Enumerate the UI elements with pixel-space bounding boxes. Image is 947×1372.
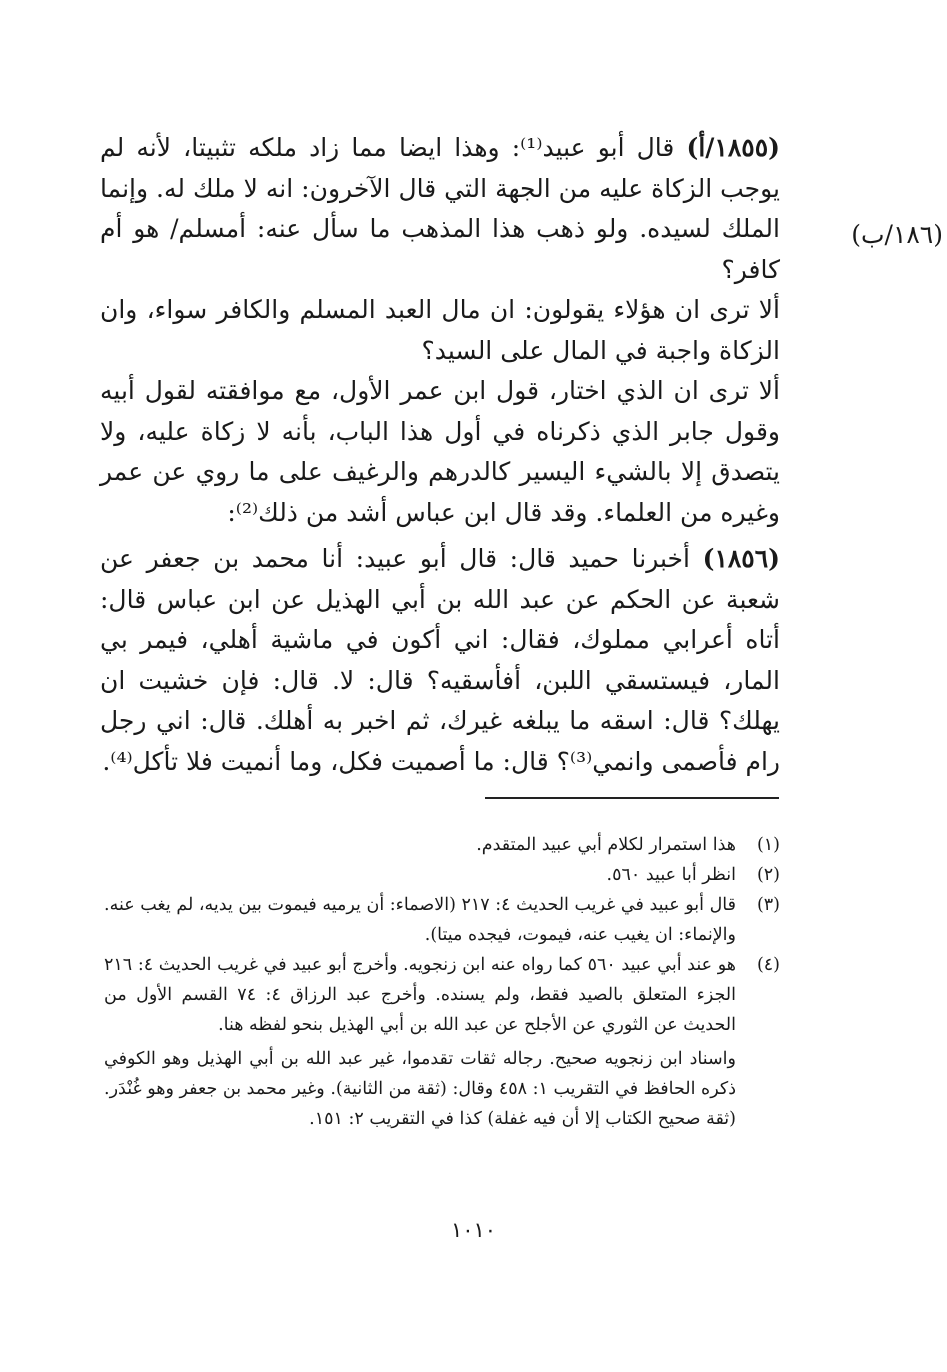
footnote-text: انظر أبا عبيد ٥٦٠. [606, 865, 736, 885]
footnote-3 [104, 890, 780, 950]
footnote-number: (١) [756, 835, 780, 855]
manuscript-folio-marker: (١٨٦/ب) [851, 220, 943, 249]
paragraph-number: (١٨٥٦) [702, 544, 780, 573]
text-line: قال أبو عبيد⁽¹⁾: وهذا ايضا مما زاد ملكه تثبيتا، لأنه [136, 133, 675, 162]
paragraph-number: (١٨٥٥/أ) [686, 133, 780, 162]
footnote-text: قال أبو عبيد في غريب الحديث ٤: ٢١٧ (الاصماء: أن يرميه فيموت بين يديه، لم يغب عنه. والإنماء: ان يغيب عنه، فيموت، فيجده ميتا). [104, 895, 736, 945]
text-line: وان الزكاة واجبة في المال على السيد؟ [100, 295, 780, 365]
paragraph-argument-1 [100, 290, 780, 371]
text-line: الملك لسيده. ولو ذهب هذا المذهب ما سأل عنه: أمسلم/ هو أم كافر؟ [100, 214, 780, 284]
paragraph-argument-2 [100, 371, 780, 533]
footnote-divider [485, 797, 779, 799]
text-line: ولا يتصدق إلا بالشيء اليسير كالدرهم والرغيف على ما روي عن عمر [100, 416, 780, 486]
text-line: أبيه وقول جابر الذي ذكرناه في أول هذا الباب، بأنه لا زكاة عليه، [100, 376, 780, 446]
footnote-number: (٣) [756, 895, 780, 915]
text-line: أعرابي مملوك، فقال: اني أكون في ماشية أهلي، فيمر بي المار، فيستسقي [100, 625, 780, 695]
footnote-text: هو عند أبي عبيد ٥٦٠ كما رواه عنه ابن زنجويه. وأخرج أبو عبيد في غريب الحديث ٤: ٢١٦ الجزء المتعلق بالصيد فقط، ولم يسنده. وأخرج عبد الرزاق ٤: ٧٤ القسم الأول من الحديث عن الثوري عن الأجلح عن عبد الله بن أبي الهذيل بنحو لفظه هنا. [104, 955, 736, 1035]
text-line: ألا ترى ان هؤلاء يقولون: ان مال العبد المسلم والكافر سواء، [146, 295, 780, 324]
text-line: قال: ما أصميت فكل، وما أنميت فلا تأكل⁽⁴⁾. [102, 746, 549, 776]
footnote-text: هذا استمرار لكلام أبي عبيد المتقدم. [476, 835, 736, 855]
text-line: أخبرنا حميد قال: قال أبو عبيد: أنا محمد بن جعفر عن [100, 544, 690, 573]
footnote-number: (٢) [756, 865, 780, 885]
text-line: لم يوجب الزكاة عليه من الجهة التي قال الآخرون: انه لا ملك له. وإنما [100, 133, 780, 203]
footnote-4 [104, 950, 780, 1040]
text-line: اللبن، أفأسقيه؟ قال: لا. قال: فإن خشيت ان يهلك؟ قال: اسقه ما [100, 665, 780, 735]
text-line: يبلغه غيرك، ثم اخبر به أهلك. قال: اني رجل رام فأصمى وانمي⁽³⁾؟ [100, 706, 780, 776]
text-line: شعبة عن الحكم عن عبد الله بن أبي الهذيل عن ابن عباس قال: أتاه [100, 584, 780, 654]
text-line: وغيره من العلماء. وقد قال ابن عباس أشد من ذلك⁽²⁾: [227, 497, 780, 527]
paragraph-1856 [100, 539, 780, 782]
footnote-1 [104, 830, 780, 860]
paragraph-1855 [100, 128, 780, 290]
footnotes [104, 830, 780, 1134]
page-number: ١٠١٠ [450, 1218, 497, 1242]
main-text [100, 128, 780, 782]
text-line: ألا ترى ان الذي اختار، قول ابن عمر الأول، مع موافقته لقول [144, 376, 780, 405]
footnote-number: (٤) [756, 955, 780, 975]
footnote-2 [104, 860, 780, 890]
footnote-4-continuation: واسناد ابن زنجويه صحيح. رجاله ثقات تقدموا، غير عبد الله بن أبي الهذيل وهو الكوفي ذكره الحافظ في التقريب ١: ٤٥٨ وقال: (ثقة من الثانية). وغير محمد بن جعفر وهو غُنْدَر. (ثقة صحيح الكتاب إلا أن فيه غفلة) كذا في التقريب ٢: ١٥١. [104, 1049, 736, 1129]
